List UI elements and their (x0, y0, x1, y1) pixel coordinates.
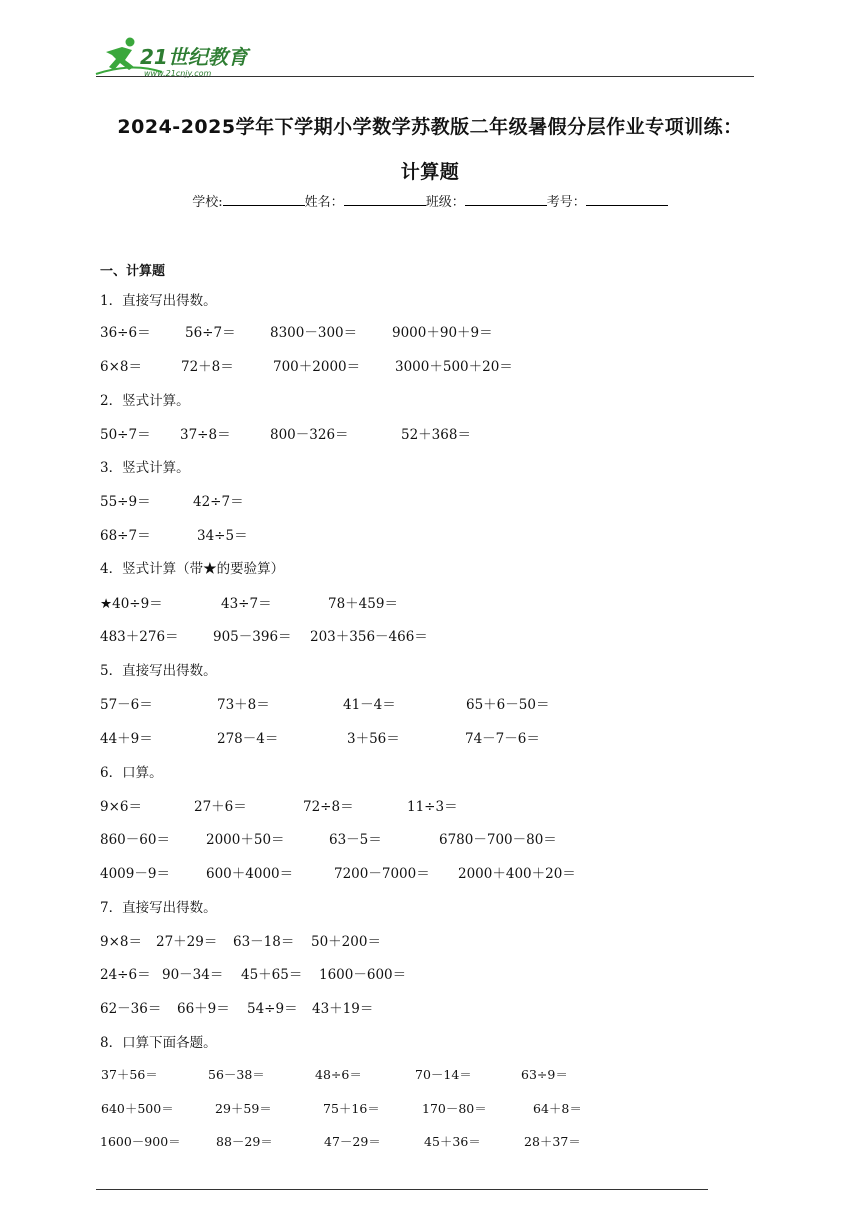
expression: 56÷7＝ (185, 325, 236, 341)
expression: 54÷9＝ (247, 1001, 298, 1017)
expression: ★40÷9＝ (100, 596, 163, 612)
question-4-row-2 (100, 625, 800, 643)
exam-no-label: 考号： (546, 195, 586, 210)
expression: 1600－600＝ (319, 967, 407, 983)
expression: 860－60＝ (100, 832, 170, 848)
expression: 44＋9＝ (100, 731, 153, 747)
expression: 75＋16＝ (323, 1101, 380, 1116)
expression: 203＋356－466＝ (310, 629, 428, 645)
question-3-row-1 (100, 490, 800, 508)
question-1-row-1 (100, 321, 800, 339)
expression: 6780－700－80＝ (439, 832, 557, 848)
page-title-line1: 2024-2025学年下学期小学数学苏教版二年级暑假分层作业专项训练： (117, 116, 743, 138)
expression: 70－14＝ (415, 1067, 472, 1082)
expression: 72＋8＝ (181, 359, 234, 375)
question-6-label: 6．口算。 (100, 765, 163, 781)
expression: 43÷7＝ (221, 596, 272, 612)
question-8-row-2 (100, 1099, 800, 1117)
question-5-row-2 (100, 727, 800, 745)
expression: 66＋9＝ (177, 1001, 230, 1017)
expression: 63－5＝ (329, 832, 382, 848)
expression: 57－6＝ (100, 697, 153, 713)
expression: 28＋37＝ (524, 1134, 581, 1149)
question-7-row-1 (100, 930, 800, 948)
expression: 63－18＝ (233, 934, 295, 950)
expression: 52＋368＝ (401, 427, 471, 443)
expression: 37＋56＝ (101, 1067, 158, 1082)
expression: 27＋6＝ (194, 799, 247, 815)
header-rule (96, 76, 754, 77)
expression: 905－396＝ (213, 629, 292, 645)
expression: 2000＋50＝ (206, 832, 285, 848)
expression: 36÷6＝ (100, 325, 151, 341)
expression: 640＋500＝ (101, 1101, 174, 1116)
school-label: 学校: (192, 195, 223, 210)
expression: 7200－7000＝ (334, 866, 430, 882)
expression: 65＋6－50＝ (466, 697, 550, 713)
expression: 9000＋90＋9＝ (392, 325, 493, 341)
question-6-row-2 (100, 828, 800, 846)
expression: 48÷6＝ (315, 1067, 362, 1082)
question-7-row-2 (100, 963, 800, 981)
expression: 88－29＝ (216, 1134, 273, 1149)
expression: 41－4＝ (343, 697, 396, 713)
expression: 90－34＝ (162, 967, 224, 983)
expression: 170－80＝ (422, 1101, 487, 1116)
expression: 29＋59＝ (215, 1101, 272, 1116)
name-label: 姓名： (304, 195, 344, 210)
name-blank[interactable] (344, 193, 426, 206)
student-info-line (0, 191, 860, 210)
question-2-label: 2．竖式计算。 (100, 393, 190, 409)
expression: 62－36＝ (100, 1001, 162, 1017)
expression: 72÷8＝ (303, 799, 354, 815)
expression: 56－38＝ (208, 1067, 265, 1082)
question-8-label: 8．口算下面各题。 (100, 1035, 217, 1051)
question-4-label: 4．竖式计算（带★的要验算） (100, 561, 285, 577)
expression: 45＋65＝ (241, 967, 303, 983)
question-5-label: 5．直接写出得数。 (100, 663, 217, 679)
question-3-label: 3．竖式计算。 (100, 460, 190, 476)
expression: 68÷7＝ (100, 528, 151, 544)
question-1-label: 1．直接写出得数。 (100, 293, 217, 309)
expression: 42÷7＝ (193, 494, 244, 510)
expression: 6×8＝ (100, 359, 142, 375)
expression: 9×6＝ (100, 799, 142, 815)
expression: 24÷6＝ (100, 967, 151, 983)
expression: 74－7－6＝ (465, 731, 540, 747)
expression: 3000＋500＋20＝ (395, 359, 513, 375)
question-4-row-1 (100, 592, 800, 610)
expression: 50÷7＝ (100, 427, 151, 443)
expression: 63÷9＝ (521, 1067, 568, 1082)
expression: 73＋8＝ (217, 697, 270, 713)
question-8-row-1 (100, 1065, 800, 1083)
expression: 600＋4000＝ (206, 866, 294, 882)
expression: 8300－300＝ (270, 325, 358, 341)
expression: 4009－9＝ (100, 866, 170, 882)
question-1-row-2 (100, 355, 800, 373)
question-7-label: 7．直接写出得数。 (100, 900, 217, 916)
question-8-row-3 (100, 1132, 800, 1150)
logo-text: 21世纪教育 (140, 45, 248, 69)
expression: 3＋56＝ (347, 731, 400, 747)
class-label: 班级： (425, 195, 465, 210)
expression: 700＋2000＝ (273, 359, 361, 375)
logo-url: www.21cnjy.com (144, 69, 212, 78)
expression: 1600－900＝ (100, 1134, 181, 1149)
question-3-row-2 (100, 524, 800, 542)
logo (92, 34, 262, 80)
expression: 64＋8＝ (533, 1101, 582, 1116)
expression: 78＋459＝ (328, 596, 398, 612)
expression: 50＋200＝ (311, 934, 381, 950)
exam-no-blank[interactable] (586, 193, 668, 206)
expression: 43＋19＝ (312, 1001, 374, 1017)
expression: 9×8＝ (100, 934, 142, 950)
expression: 800－326＝ (270, 427, 349, 443)
question-2-row-1 (100, 423, 800, 441)
question-7-row-3 (100, 997, 800, 1015)
expression: 27＋29＝ (156, 934, 218, 950)
school-blank[interactable] (223, 193, 305, 206)
expression: 278－4＝ (217, 731, 279, 747)
expression: 47－29＝ (324, 1134, 381, 1149)
page-title-line2: 计算题 (400, 161, 460, 183)
question-5-row-1 (100, 693, 800, 711)
expression: 45＋36＝ (424, 1134, 481, 1149)
expression: 34÷5＝ (197, 528, 248, 544)
question-6-row-1 (100, 795, 800, 813)
section-heading: 一、计算题 (100, 264, 166, 279)
expression: 37÷8＝ (180, 427, 231, 443)
expression: 483＋276＝ (100, 629, 179, 645)
question-6-row-3 (100, 862, 800, 880)
expression: 2000＋400＋20＝ (458, 866, 576, 882)
class-blank[interactable] (465, 193, 547, 206)
expression: 11÷3＝ (407, 799, 458, 815)
footer-rule (96, 1189, 708, 1190)
expression: 55÷9＝ (100, 494, 151, 510)
